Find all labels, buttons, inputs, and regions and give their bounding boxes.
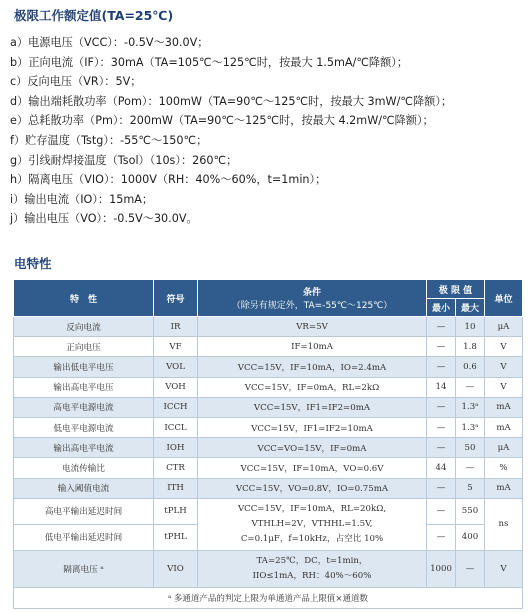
cell-symbol: CTR	[154, 458, 198, 478]
cell-min: —	[427, 524, 456, 550]
ratings-list	[10, 33, 525, 229]
cell-min: —	[427, 337, 456, 357]
cell-unit: mA	[485, 417, 523, 437]
cell-unit: mA	[485, 478, 523, 498]
cell-unit: V	[485, 357, 523, 377]
cell-name: 隔离电压 ᵃ	[14, 550, 154, 587]
header-condition	[198, 280, 427, 317]
table-row	[14, 498, 523, 524]
cell-name: 输出高电平电压	[14, 377, 154, 397]
cell-symbol: tPHL	[154, 524, 198, 550]
cell-name: 低电平输出延迟时间	[14, 524, 154, 550]
table-row	[14, 417, 523, 437]
cell-symbol: IR	[154, 317, 198, 337]
cell-unit: μA	[485, 438, 523, 458]
rating-item: g）引线耐焊接温度（Tsol）（10s）：260℃；	[10, 153, 238, 167]
cell-symbol: IOH	[154, 438, 198, 458]
cell-unit: μA	[485, 317, 523, 337]
isolation-condition-line2: IIO≤1mA，RH：40%～60%	[252, 570, 372, 581]
cell-max: 10	[456, 317, 485, 337]
cell-condition: VCC=15V，IF=10mA，IO=2.4mA	[198, 357, 427, 377]
cell-condition: VCC=15V，IF=10mA，VO=0.6V	[198, 458, 427, 478]
cell-condition: VR=5V	[198, 317, 427, 337]
cell-min: —	[427, 317, 456, 337]
isolation-condition-line1: TA=25℃，DC，t=1min，	[256, 555, 368, 566]
cell-max: —	[456, 458, 485, 478]
section-title-ratings: 极限工作额定值(TA=25℃)	[14, 8, 174, 23]
cell-condition: VCC=15V，IF1=IF2=10mA	[198, 417, 427, 437]
cell-min: 14	[427, 377, 456, 397]
cell-min: 44	[427, 458, 456, 478]
table-footnote-row	[14, 587, 523, 608]
table-row	[14, 377, 523, 397]
cell-condition: VCC=VO=15V，IF=0mA	[198, 438, 427, 458]
cell-max: 1.3ᵃ	[456, 397, 485, 417]
cell-name: 反向电流	[14, 317, 154, 337]
cell-unit: V	[485, 377, 523, 397]
cell-max: 400	[456, 524, 485, 550]
cell-max: 1.3ᵃ	[456, 417, 485, 437]
cell-symbol: tPLH	[154, 498, 198, 524]
cell-max: 50	[456, 438, 485, 458]
rating-item: a）电源电压（VCC）：-0.5V～30.0V；	[10, 36, 209, 49]
rating-item: e）总耗散功率（Pm）：200mW（TA=90℃～125℃时，按最大 4.2mW/℃降额）；	[10, 114, 434, 128]
cell-name: 高电平输出延迟时间	[14, 498, 154, 524]
cell-name: 输出高电平电流	[14, 438, 154, 458]
cell-unit: V	[485, 337, 523, 357]
cell-symbol: ICCH	[154, 397, 198, 417]
cell-name: 输入阈值电流	[14, 478, 154, 498]
table-row	[14, 357, 523, 377]
cell-name: 低电平电源电流	[14, 417, 154, 437]
cell-max: —	[456, 550, 485, 587]
cell-condition: VCC=15V，VO=0.8V，IO=0.75mA	[198, 478, 427, 498]
cell-symbol: ITH	[154, 478, 198, 498]
cell-unit: ns	[485, 498, 523, 550]
cell-symbol: VF	[154, 337, 198, 357]
header-feature: 特 性	[14, 280, 154, 317]
cell-max: —	[456, 377, 485, 397]
table-row	[14, 478, 523, 498]
cell-min: —	[427, 397, 456, 417]
delay-condition-line1: VCC=15V，IF=10mA，RL=20kΩ,	[237, 503, 387, 514]
cell-min: —	[427, 417, 456, 437]
header-min: 最小	[427, 299, 456, 317]
table-row	[14, 317, 523, 337]
table-row	[14, 397, 523, 417]
header-max: 最大	[456, 299, 485, 317]
cell-unit: mA	[485, 397, 523, 417]
header-limits: 极 限 值	[427, 280, 485, 299]
delay-condition-line2: VTHLH=2V，VTHHL=1.5V,	[251, 518, 373, 529]
cell-min: —	[427, 357, 456, 377]
cell-name: 输出低电平电压	[14, 357, 154, 377]
cell-condition: IF=10mA	[198, 337, 427, 357]
rating-item: j）输出电压（VO）：-0.5V～30.0V。	[10, 212, 198, 226]
cell-condition	[198, 498, 427, 550]
rating-item: d）输出端耗散功率（Pom）：100mW（TA=90℃～125℃时，按最大 3mW/℃降额）；	[10, 94, 453, 108]
cell-symbol: VOH	[154, 377, 198, 397]
delay-condition-line3: C=0.1μF，f=10kHz，占空比 10%	[240, 533, 384, 544]
rating-item: b）正向电流（IF）：30mA（TA=105℃～125℃时，按最大 1.5mA/℃降额）；	[10, 55, 409, 69]
cell-condition	[198, 550, 427, 587]
cell-name: 电流传输比	[14, 458, 154, 478]
header-symbol: 符号	[154, 280, 198, 317]
rating-item: i）输出电流（IO）：15mA；	[10, 192, 154, 206]
cell-min: —	[427, 478, 456, 498]
header-condition-line1: 条件	[302, 288, 321, 298]
cell-min: —	[427, 438, 456, 458]
cell-name: 高电平电源电流	[14, 397, 154, 417]
cell-max: 1.8	[456, 337, 485, 357]
table-footnote: ᵃ 多通道产品的判定上限为单通道产品上限值×通道数	[14, 587, 523, 608]
cell-unit: V	[485, 550, 523, 587]
cell-min: —	[427, 498, 456, 524]
table-row	[14, 458, 523, 478]
table-row	[14, 550, 523, 587]
cell-max: 0.6	[456, 357, 485, 377]
cell-symbol: ICCL	[154, 417, 198, 437]
header-condition-line2: （除另有规定外，TA=-55℃～125℃）	[231, 301, 393, 311]
rating-item: c）反向电压（VR）：5V；	[10, 75, 142, 89]
table-row	[14, 438, 523, 458]
cell-min: 1000	[427, 550, 456, 587]
table-row	[14, 337, 523, 357]
cell-max: 550	[456, 498, 485, 524]
section-title-electrical: 电特性	[14, 256, 52, 271]
rating-item: f）贮存温度（Tstg）：-55℃～150℃；	[10, 133, 208, 147]
cell-max: 5	[456, 478, 485, 498]
header-unit: 单位	[485, 280, 523, 317]
cell-unit: %	[485, 458, 523, 478]
cell-condition: VCC=15V，IF=0mA，RL=2kΩ	[198, 377, 427, 397]
electrical-characteristics-table	[13, 279, 523, 609]
cell-name: 正向电压	[14, 337, 154, 357]
cell-condition: VCC=15V，IF1=IF2=0mA	[198, 397, 427, 417]
rating-item: h）隔离电压（VIO）：1000V（RH：40%～60%，t=1min）；	[10, 173, 327, 187]
cell-symbol: VIO	[154, 550, 198, 587]
cell-symbol: VOL	[154, 357, 198, 377]
